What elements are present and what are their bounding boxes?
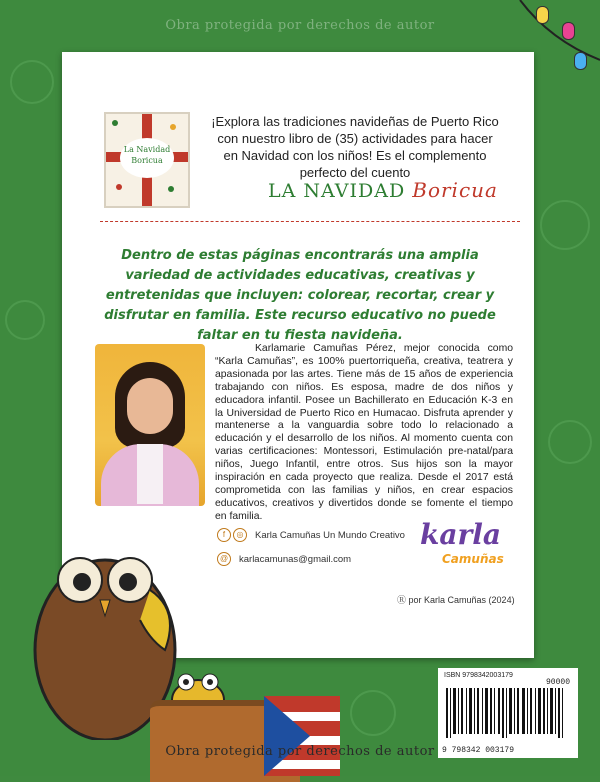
photo-face bbox=[127, 378, 173, 434]
bulb-icon bbox=[574, 52, 587, 70]
instagram-icon[interactable]: ◎ bbox=[233, 528, 247, 542]
watermark-bottom: Obra protegida por derechos de autor bbox=[165, 744, 435, 759]
puerto-rico-flag bbox=[264, 696, 340, 776]
karla-logo-sub: Camuñas bbox=[442, 552, 504, 566]
barcode-box bbox=[438, 668, 578, 758]
price-code: 90000 bbox=[545, 678, 570, 687]
karla-logo: karla bbox=[420, 518, 502, 551]
author-bio bbox=[215, 343, 513, 524]
ornament-icon bbox=[168, 186, 174, 192]
ornament-doodle bbox=[548, 420, 592, 464]
email-row bbox=[217, 552, 405, 566]
ornament-doodle bbox=[540, 200, 590, 250]
facebook-icon[interactable]: f bbox=[217, 528, 231, 542]
author-bio-text: Karlamarie Camuñas Pérez, mejor conocida como “Karla Camuñas”, es 100% puertorriqueña, creativa, teatrera y apasionada por las artes. Tiene más de 15 años de experiencia trabajando con niños. Es esposa, madre de dos niños y educadora infantil. Posee un Bachillerato en Educación K-3 en la Universidad de Puerto Rico en Humacao. Disfruta aprender y mantenerse a la vanguardia sobre todo lo relacionado a educación y el desarrollo de los niños. Al momento cuenta con varias certificaciones: Montessori, Estimulación pre-natal/para niños, Juego Infantil, entre otros. Sus hijos son la mayor inspiración en cada proyecto que realiza. Desde el 2017 está comprometida con las familias y niños, en crear espacios educativos, creativos y divertidos donde se fomente el tiempo en familia. bbox=[215, 343, 513, 522]
ornament-doodle bbox=[10, 60, 54, 104]
brand-part2: Boricua bbox=[412, 178, 498, 202]
email-icon: @ bbox=[217, 552, 231, 566]
watermark-top: Obra protegida por derechos de autor bbox=[165, 18, 435, 33]
ornament-doodle bbox=[5, 300, 45, 340]
description-paragraph: Dentro de estas páginas encontrarás una amplia variedad de actividades educativas, creativas y entretenidas que incluyen: colorear, recortar, crear y disfrutar en familia. Este recurso educativo no puede faltar en tu fiesta navideña. bbox=[104, 248, 496, 343]
barcode-bars-icon bbox=[444, 682, 570, 742]
bulb-icon bbox=[536, 6, 549, 24]
author-photo bbox=[95, 344, 205, 506]
social-handle[interactable]: Karla Camuñas Un Mundo Creativo bbox=[255, 529, 405, 541]
ornament-icon bbox=[170, 124, 176, 130]
intro-text: ¡Explora las tradiciones navideñas de Puerto Rico con nuestro libro de (35) actividades para hacer en Navidad con los niños! Es el complemento perfecto del cuento bbox=[211, 114, 499, 180]
barcode-number: 9 798342 003179 bbox=[442, 746, 515, 755]
copyright-text: por Karla Camuñas (2024) bbox=[408, 595, 515, 605]
ornament-icon bbox=[112, 120, 118, 126]
bulb-icon bbox=[562, 22, 575, 40]
ornament-doodle bbox=[350, 690, 396, 736]
photo-shirt bbox=[137, 444, 163, 504]
dashed-divider bbox=[100, 221, 520, 222]
flag-triangle bbox=[264, 696, 310, 776]
isbn-text: ISBN 9798342003179 bbox=[444, 672, 513, 679]
book-cover-thumbnail bbox=[104, 112, 190, 208]
copyright-icon: Ⓡ bbox=[397, 595, 409, 605]
ornament-icon bbox=[116, 184, 122, 190]
brand-part1: LA NAVIDAD bbox=[268, 180, 406, 202]
social-links bbox=[217, 528, 405, 576]
brand-title bbox=[268, 178, 498, 202]
email-address[interactable]: karlacamunas@gmail.com bbox=[239, 553, 352, 565]
social-row bbox=[217, 528, 405, 542]
copyright-line bbox=[397, 593, 515, 606]
book-thumb-title: La Navidad Boricua bbox=[120, 138, 174, 178]
